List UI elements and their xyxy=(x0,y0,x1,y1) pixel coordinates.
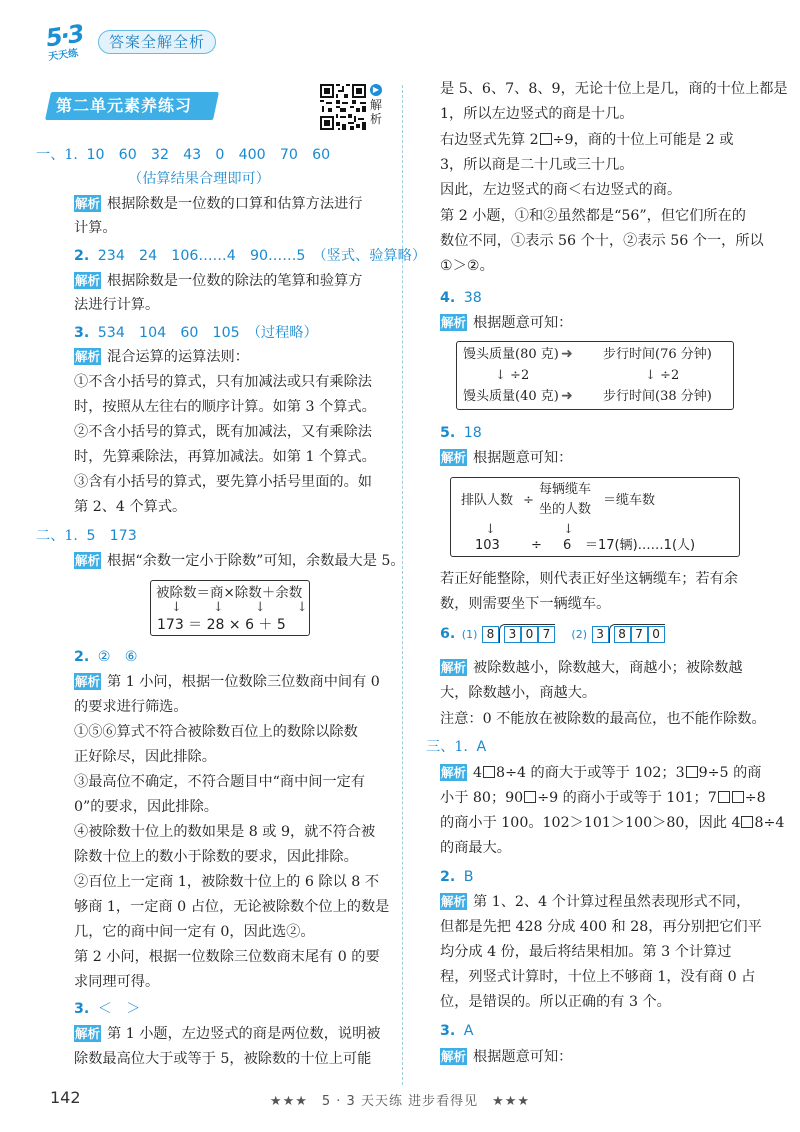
division-formula-box: 被除数＝商×除数＋余数 ↓↓↓↓ 173 ＝ 28 × 6 ＋ 5 xyxy=(150,580,310,636)
unit-title: 第二单元素养练习 xyxy=(48,92,216,120)
s1-explanation: 解析 根据除数是一位数的口算和估算方法进行 xyxy=(75,196,363,212)
s1-q3: 3. 534 104 60 105 （过程略） xyxy=(74,325,318,341)
s2-q3: 3. ＜ ＞ xyxy=(74,1001,141,1017)
s2-q4: 4. 38 xyxy=(440,290,482,306)
s2-q5: 5. 18 xyxy=(440,425,482,441)
footer-slogan: ★★★ 5 · 3 天天练 进步看得见 ★★★ xyxy=(269,1094,531,1109)
s2-q6: 6. (1) 8 3 0 7 (2) 3 8 7 0 xyxy=(440,624,665,644)
bun-walk-box: 馒头质量(80 克) ➜ 步行时间(76 分钟) ↓ ÷2 ↓ ÷2 馒头质量(40 克) ➜ 步行时间(38 分钟) xyxy=(456,341,734,410)
s1-note: （估算结果合理即可） xyxy=(128,171,270,187)
cable-car-box: 排队人数 ÷ 每辆缆车 坐的人数 ＝缆车数 ↓ ↓ 103 ÷ 6 ＝17(辆)……1(人) xyxy=(450,477,740,557)
qr-code[interactable] xyxy=(318,82,368,132)
brand-logo: 5·3 天天练 xyxy=(44,19,85,64)
section-2-q1: 二、1. 5 173 xyxy=(36,528,137,544)
section-1-q1: 一、1. 10 60 32 43 0 400 70 60 xyxy=(36,147,331,163)
blank-box xyxy=(540,133,552,145)
s2-q2: 2. ② ⑥ xyxy=(74,649,138,665)
section-3-q1: 三、1. A xyxy=(426,739,487,755)
column-divider xyxy=(402,85,403,1085)
qr-label: ▶ 解 析 xyxy=(370,85,383,126)
page-number: 142 xyxy=(50,1088,81,1107)
s1-q2: 2. 234 24 106……4 90……5 （竖式、验算略） xyxy=(74,248,427,264)
s3-q2: 2. B xyxy=(440,869,474,885)
answer-page: 5·3 天天练 答案全解全析 第二单元素养练习 ▶ 解 析 一、1. 10 60 32 43 0 400 70 60 （估算结果合理即可） 解析 根据除数是一位数的口算和估算方法进行 计算。 2. 234 24 106……4 90……5 （竖式、验算略） 解析 根据除数是一位数的除法的笔算和验算方 法进行计算。 3. 534 104 60 105 （过程略） 解析 混合运算的运算法则： ①不含小括号的算式，只有加减法或只有乘除法 时，按照从左往右的顺序计算。如第 3 个算式。 ②不含小括号的算式，既有加减法，又有乘除法 时，先算乘除法，再算加减法。如第 1 个算式。 ③含有小括号的算式，要先算小括号里面的。如 第 2、4 个算式。 二、1. 5 173 解析 根据“余数一定小于除数”可知，余数最大是 5。 被除数＝商×除数＋余数 ↓↓↓↓ 173 ＝ 28 × 6 ＋ 5 2. ② ⑥ 解析 第 1 小问，根据一位数除三位数商中间有 0 的要求进行筛选。 ①⑤⑥算式不符合被除数百位上的数除以除数 正好除尽，因此排除。 ③最高位不确定，不符合题目中“商中间一定有 0”的要求，因此排除。 ④被除数十位上的数如果是 8 或 9，就不符合被 除数十位上的数小于除数的要求，因此排除。 ②百位上一定商 1，被除数十位上的 6 除以 8 不 够商 1，一定商 0 占位，无论被除数个位上的数是 几，它的商中间一定有 0，因此选②。 第 2 小问，根据一位数除三位数商末尾有 0 的要 求同理可得。 3. ＜ ＞ 解析 第 1 小题，左边竖式的商是两位数，说明被 除数最高位大于或等于 5，被除数的十位上可能 是 5、6、7、8、9，无论十位上是几，商的十位上都是 1，所以左边竖式的商是十几。 右边竖式先算 2 ÷9，商的十位上可能是 2 或 3，所以商是二十几或三十几。 因此，左边竖式的商＜右边竖式的商。 第 2 小题，①和②虽然都是“56”，但它们所在的 数位不同，①表示 56 个十，②表示 56 个一，所以 ①＞②。 4. 38 解析 根据题意可知： 馒头质量(80 克) ➜ 步行时间(76 分钟) ↓ ÷2 ↓ ÷2 馒头质量(40 克) ➜ 步行时间(38 分钟) 5. 18 解析 根据题意可知： 排队人数 ÷ 每辆缆车 坐的人数 ＝缆车数 ↓ ↓ 103 ÷ 6 ＝17(辆)……1(人) 若正好能整除，则代表正好坐这辆缆车；若有余 数，则需要坐下一辆缆车。 6. (1) 8 3 0 7 (2) 3 8 7 0 解析 被除数越小，除数越大，商越小；被除数越 大，除数越小，商越大。 注意：0 不能放在被除数的最高位，也不能作除数。 三、1. A 解析 4 8÷4 的商大于或等于 102；3 9÷5 的商 小于 80；90 ÷9 的商小于或等于 101；7 ÷8 的商小于 100。102＞101＞100＞80，因此 4 8÷4 的商最大。 2. B 解析 第 1、2、4 个计算过程虽然表现形式不同， 但都是先把 428 分成 400 和 28，再分别把它们平 均分成 4 份，最后将结果相加。第 3 个计算过 程，列竖式计算时，十位上不够商 1，没有商 0 占 位，是错误的。所以正确的有 3 个。 3. A 解析 根据题意可知： 142 ★★★ 5 · 3 天天练 进步看得见 ★★★ xyxy=(36,19,788,1109)
play-icon: ▶ xyxy=(370,84,382,96)
header-tag: 答案全解全析 xyxy=(98,30,216,54)
s3-q3: 3. A xyxy=(440,1023,474,1039)
